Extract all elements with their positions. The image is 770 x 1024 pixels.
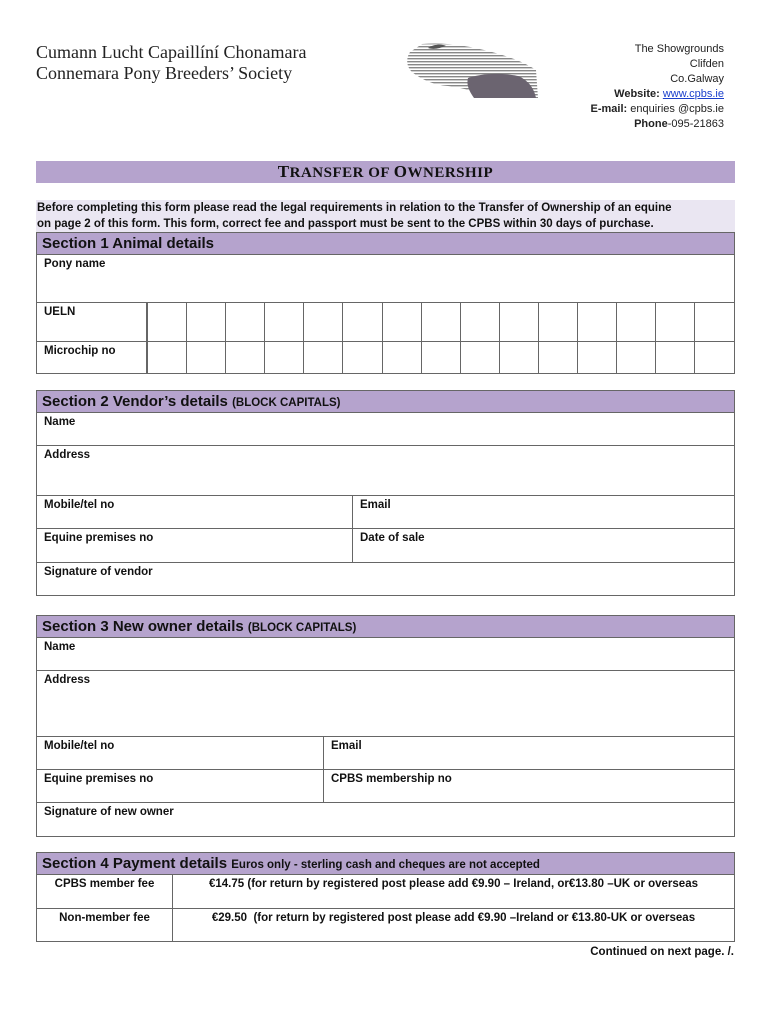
address-line: Co.Galway bbox=[670, 73, 724, 85]
ueln-char-box[interactable] bbox=[382, 303, 421, 341]
microchip-char-box[interactable] bbox=[343, 342, 382, 373]
address-line: Clifden bbox=[689, 58, 724, 70]
vendor-name-field[interactable] bbox=[37, 413, 735, 446]
section-animal-details bbox=[36, 232, 735, 374]
section-3-title: Section 3 New owner details (BLOCK CAPITALS) bbox=[37, 616, 735, 638]
pony-name-field[interactable] bbox=[37, 255, 735, 303]
vendor-email-field[interactable]: Email bbox=[353, 496, 735, 529]
owner-email-field[interactable]: Email bbox=[324, 737, 735, 770]
email-row bbox=[591, 102, 724, 117]
microchip-char-box[interactable] bbox=[617, 342, 656, 373]
microchip-char-box[interactable] bbox=[421, 342, 460, 373]
owner-mobile-field[interactable]: Mobile/tel no bbox=[37, 737, 324, 770]
section-4-title: Section 4 Payment details Euros only - sterling cash and cheques are not accepted bbox=[37, 853, 735, 875]
microchip-char-box[interactable] bbox=[695, 342, 734, 373]
microchip-char-box[interactable] bbox=[382, 342, 421, 373]
ueln-grid bbox=[147, 303, 734, 341]
nonmember-fee-label: Non-member fee bbox=[37, 909, 173, 942]
vendor-premises-field[interactable]: Equine premises no bbox=[37, 529, 353, 563]
microchip-char-box[interactable] bbox=[578, 342, 617, 373]
form-title: TRANSFER OF OWNERSHIP bbox=[36, 161, 735, 183]
section-payment-details bbox=[36, 852, 735, 942]
vendor-address-label: Address bbox=[44, 449, 91, 461]
ueln-char-box[interactable] bbox=[499, 303, 538, 341]
phone-label: Phone bbox=[634, 118, 668, 130]
owner-address-field[interactable]: Address bbox=[37, 671, 735, 737]
microchip-char-box[interactable] bbox=[187, 342, 226, 373]
ueln-char-box[interactable] bbox=[695, 303, 734, 341]
section-vendor-details bbox=[36, 390, 735, 596]
ueln-label: UELN bbox=[37, 303, 147, 342]
member-fee-row[interactable]: €14.75 (for return by registered post please add €9.90 – Ireland, or€13.80 –UK or overseas bbox=[173, 875, 735, 909]
ueln-char-box[interactable] bbox=[148, 303, 187, 341]
section-2-title: Section 2 Vendor’s details (BLOCK CAPITALS) bbox=[37, 391, 735, 413]
section-new-owner-details bbox=[36, 615, 735, 837]
website-link[interactable]: www.cpbs.ie bbox=[662, 88, 724, 100]
microchip-char-box[interactable] bbox=[538, 342, 577, 373]
vendor-mobile-field[interactable]: Mobile/tel no bbox=[37, 496, 353, 529]
ueln-char-box[interactable] bbox=[265, 303, 304, 341]
owner-signature-field[interactable]: Signature of new owner bbox=[37, 803, 735, 837]
ueln-char-box[interactable] bbox=[343, 303, 382, 341]
vendor-name-label: Name bbox=[44, 416, 76, 428]
ueln-char-box[interactable] bbox=[656, 303, 695, 341]
ueln-char-box[interactable] bbox=[578, 303, 617, 341]
organisation-name bbox=[36, 42, 306, 84]
phone-value: -095-21863 bbox=[667, 118, 724, 130]
website-row bbox=[591, 87, 724, 102]
email-value: enquiries @cpbs.ie bbox=[630, 103, 724, 115]
address-line: The Showgrounds bbox=[634, 43, 724, 55]
microchip-label: Microchip no bbox=[37, 342, 147, 374]
pony-name-label: Pony name bbox=[44, 258, 106, 270]
microchip-char-box[interactable] bbox=[265, 342, 304, 373]
microchip-char-box[interactable] bbox=[460, 342, 499, 373]
section-1-title: Section 1 Animal details bbox=[37, 233, 735, 255]
microchip-char-box[interactable] bbox=[148, 342, 187, 373]
contact-block bbox=[591, 42, 724, 132]
ueln-char-box[interactable] bbox=[226, 303, 265, 341]
ueln-char-box[interactable] bbox=[538, 303, 577, 341]
ueln-boxes bbox=[147, 303, 735, 342]
ueln-char-box[interactable] bbox=[421, 303, 460, 341]
intro-text: Before completing this form please read the legal requirements in relation to the Transfer of Ownership of an equine on page 2 of this form. This form, correct fee and passport must be sent to the CPBS within 30 days of purchase. bbox=[36, 200, 735, 232]
microchip-grid bbox=[147, 342, 734, 373]
vendor-address-field[interactable] bbox=[37, 446, 735, 496]
microchip-char-box[interactable] bbox=[656, 342, 695, 373]
ueln-char-box[interactable] bbox=[460, 303, 499, 341]
owner-premises-field[interactable]: Equine premises no bbox=[37, 770, 324, 803]
vendor-signature-field[interactable]: Signature of vendor bbox=[37, 563, 735, 596]
phone-row bbox=[591, 117, 724, 132]
owner-name-field[interactable]: Name bbox=[37, 638, 735, 671]
ueln-char-box[interactable] bbox=[617, 303, 656, 341]
microchip-char-box[interactable] bbox=[226, 342, 265, 373]
email-label: E-mail: bbox=[590, 103, 628, 115]
owner-membership-field[interactable]: CPBS membership no bbox=[324, 770, 735, 803]
microchip-boxes bbox=[147, 342, 735, 374]
pony-head-logo-icon bbox=[400, 40, 540, 102]
member-fee-label: CPBS member fee bbox=[37, 875, 173, 909]
ueln-char-box[interactable] bbox=[187, 303, 226, 341]
org-name-english: Connemara Pony Breeders’ Society bbox=[36, 63, 293, 83]
date-of-sale-field[interactable]: Date of sale bbox=[353, 529, 735, 563]
continued-note: Continued on next page. /. bbox=[590, 946, 734, 958]
nonmember-fee-row[interactable]: €29.50 (for return by registered post please add €9.90 –Ireland or €13.80-UK or overseas bbox=[173, 909, 735, 942]
ueln-char-box[interactable] bbox=[304, 303, 343, 341]
org-name-irish: Cumann Lucht Capaillíní Chonamara bbox=[36, 42, 307, 62]
website-label: Website: bbox=[614, 88, 660, 100]
microchip-char-box[interactable] bbox=[499, 342, 538, 373]
microchip-char-box[interactable] bbox=[304, 342, 343, 373]
